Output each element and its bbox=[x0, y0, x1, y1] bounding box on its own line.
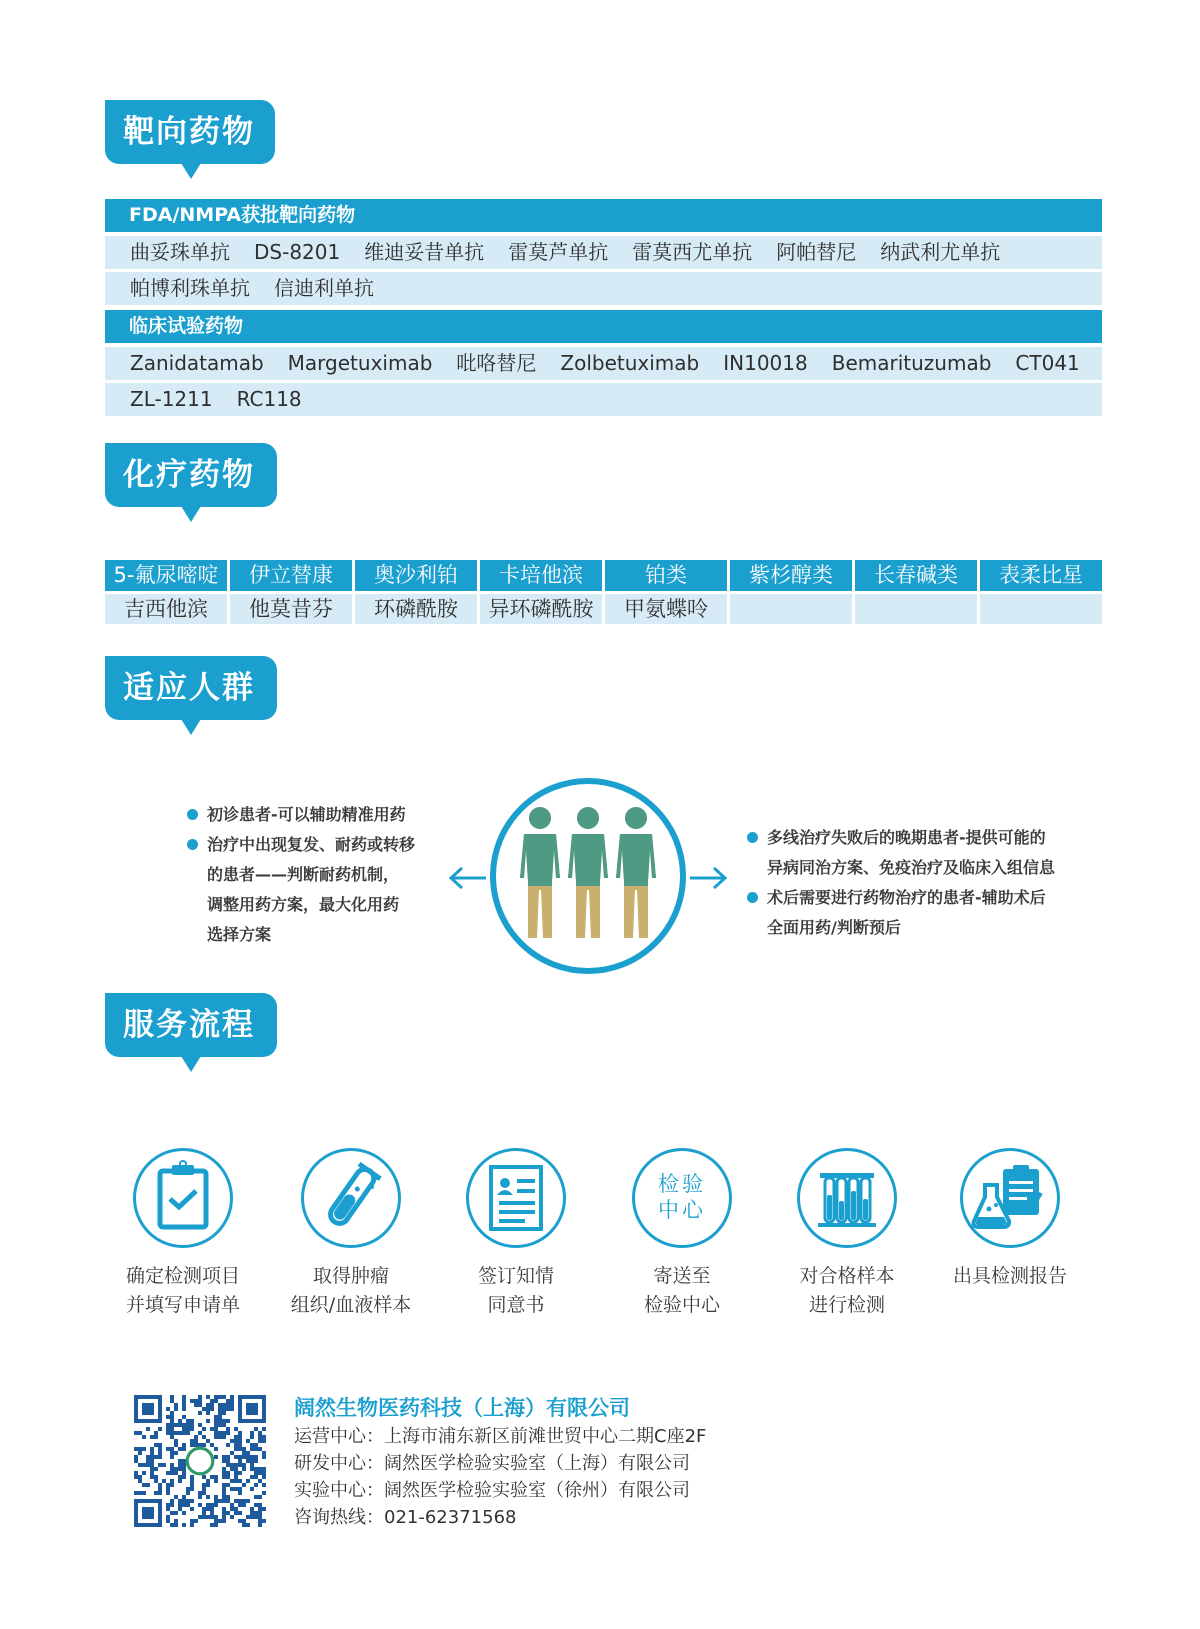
drug-name: 维迪妥昔单抗 bbox=[364, 240, 485, 264]
chemo-cell: 他莫昔芬 bbox=[230, 594, 352, 624]
list-item-text: 调整用药方案，最大化用药 bbox=[207, 895, 400, 914]
list-item-text: 全面用药/判断预后 bbox=[767, 918, 901, 937]
population-left-list bbox=[187, 800, 457, 950]
arrow-left-icon bbox=[448, 866, 488, 890]
drug-name: 信迪利单抗 bbox=[274, 276, 374, 300]
drug-name: 纳武利尤单抗 bbox=[880, 240, 1001, 264]
drug-name: CT041 bbox=[1015, 351, 1080, 375]
step-label: 同意书 bbox=[487, 1294, 545, 1316]
drug-name: DS-8201 bbox=[254, 240, 341, 264]
step-sign-consent bbox=[436, 1148, 596, 1320]
address-line: 研发中心：阔然医学检验实验室（上海）有限公司 bbox=[294, 1453, 690, 1474]
drug-name: Zanidatamab bbox=[130, 351, 264, 375]
drug-name: RC118 bbox=[236, 387, 302, 411]
fda-drug-row-2 bbox=[105, 272, 1102, 305]
address-line: 实验中心：阔然医学检验实验室（徐州）有限公司 bbox=[294, 1480, 690, 1501]
drug-name: ZL-1211 bbox=[130, 387, 213, 411]
list-item: 初诊患者-可以辅助精准用药 bbox=[187, 800, 457, 830]
drug-name: Zolbetuximab bbox=[560, 351, 700, 375]
drug-name: IN10018 bbox=[723, 351, 808, 375]
chemo-cell: 吉西他滨 bbox=[105, 594, 227, 624]
chemo-header-row bbox=[105, 560, 1102, 591]
list-item-text: 异病同治方案、免疫治疗及临床入组信息 bbox=[767, 858, 1056, 877]
step-issue-report bbox=[930, 1148, 1090, 1291]
chemo-header-cell: 长春碱类 bbox=[855, 560, 977, 591]
icon-text: 检验 bbox=[658, 1172, 706, 1196]
step-test-samples bbox=[767, 1148, 927, 1320]
population-right-list bbox=[747, 823, 1097, 943]
drug-name: 曲妥珠单抗 bbox=[130, 240, 230, 264]
chemo-table bbox=[105, 560, 1102, 624]
list-item-text: 多线治疗失败后的晚期患者-提供可能的 bbox=[767, 828, 1046, 847]
chemo-cell: 环磷酰胺 bbox=[355, 594, 477, 624]
step-label: 对合格样本 bbox=[799, 1265, 895, 1287]
report-flask-icon bbox=[960, 1148, 1060, 1248]
chemo-cell: 甲氨蝶呤 bbox=[605, 594, 727, 624]
chemo-header-cell: 伊立替康 bbox=[230, 560, 352, 591]
chemo-cell bbox=[730, 594, 852, 624]
section-title-process: 服务流程 bbox=[105, 993, 277, 1057]
lab-center-icon bbox=[632, 1148, 732, 1248]
consent-form-icon bbox=[466, 1148, 566, 1248]
list-item bbox=[747, 883, 1097, 943]
chemo-header-cell: 紫杉醇类 bbox=[730, 560, 852, 591]
chemo-header-cell: 奥沙利铂 bbox=[355, 560, 477, 591]
company-name: 阔然生物医药科技（上海）有限公司 bbox=[294, 1396, 630, 1420]
chemo-header-cell: 5-氟尿嘧啶 bbox=[105, 560, 227, 591]
section-title-chemo: 化疗药物 bbox=[105, 443, 277, 507]
list-item-text: 治疗中出现复发、耐药或转移 bbox=[207, 835, 416, 854]
list-item bbox=[747, 823, 1097, 883]
hotline: 咨询热线：021-62371568 bbox=[294, 1507, 517, 1528]
company-info bbox=[294, 1393, 706, 1531]
list-item-text: 的患者——判断耐药机制， bbox=[207, 865, 400, 884]
clipboard-check-icon bbox=[133, 1148, 233, 1248]
section-title-population: 适应人群 bbox=[105, 656, 277, 720]
chemo-header-cell: 铂类 bbox=[605, 560, 727, 591]
step-obtain-sample bbox=[271, 1148, 431, 1320]
trial-drug-row-1 bbox=[105, 347, 1102, 380]
test-tubes-rack-icon bbox=[797, 1148, 897, 1248]
drug-name: 吡咯替尼 bbox=[456, 351, 537, 375]
drug-name: Bemarituzumab bbox=[831, 351, 992, 375]
fda-drug-row-1 bbox=[105, 236, 1102, 269]
list-item bbox=[187, 830, 457, 950]
step-label: 进行检测 bbox=[808, 1294, 885, 1316]
list-item-text: 选择方案 bbox=[207, 925, 272, 944]
people-figures-icon bbox=[496, 784, 680, 968]
chemo-body-row bbox=[105, 594, 1102, 624]
drug-name: 阿帕替尼 bbox=[776, 240, 857, 264]
chemo-cell: 异环磷酰胺 bbox=[480, 594, 602, 624]
drug-name: 雷莫芦单抗 bbox=[508, 240, 609, 264]
step-label: 寄送至 bbox=[653, 1265, 711, 1287]
test-tube-icon bbox=[301, 1148, 401, 1248]
chemo-cell bbox=[980, 594, 1102, 624]
drug-name: 帕博利珠单抗 bbox=[130, 276, 250, 300]
qr-code-icon bbox=[134, 1395, 266, 1527]
clinical-trial-header: 临床试验药物 bbox=[105, 310, 1102, 343]
drug-name: Margetuximab bbox=[287, 351, 433, 375]
address-line: 运营中心：上海市浦东新区前滩世贸中心二期C座2F bbox=[294, 1426, 707, 1447]
chemo-header-cell: 表柔比星 bbox=[980, 560, 1102, 591]
chemo-cell bbox=[855, 594, 977, 624]
step-label: 取得肿瘤 bbox=[312, 1265, 389, 1287]
fda-approved-header: FDA/NMPA获批靶向药物 bbox=[105, 199, 1102, 232]
section-title-targeted: 靶向药物 bbox=[105, 100, 275, 164]
chemo-header-cell: 卡培他滨 bbox=[480, 560, 602, 591]
step-label: 并填写申请单 bbox=[125, 1294, 240, 1316]
step-label: 确定检测项目 bbox=[125, 1265, 240, 1287]
step-label: 出具检测报告 bbox=[952, 1265, 1067, 1287]
step-send-lab bbox=[602, 1148, 762, 1320]
step-confirm-items bbox=[103, 1148, 263, 1320]
step-label: 组织/血液样本 bbox=[290, 1294, 412, 1316]
step-label: 签订知情 bbox=[477, 1265, 554, 1287]
step-label: 检验中心 bbox=[643, 1294, 720, 1316]
drug-name: 雷莫西尤单抗 bbox=[632, 240, 753, 264]
list-item-text: 术后需要进行药物治疗的患者-辅助术后 bbox=[767, 888, 1046, 907]
icon-text: 中心 bbox=[658, 1198, 706, 1222]
trial-drug-row-2 bbox=[105, 383, 1102, 416]
people-illustration bbox=[490, 778, 686, 974]
arrow-right-icon bbox=[688, 866, 728, 890]
